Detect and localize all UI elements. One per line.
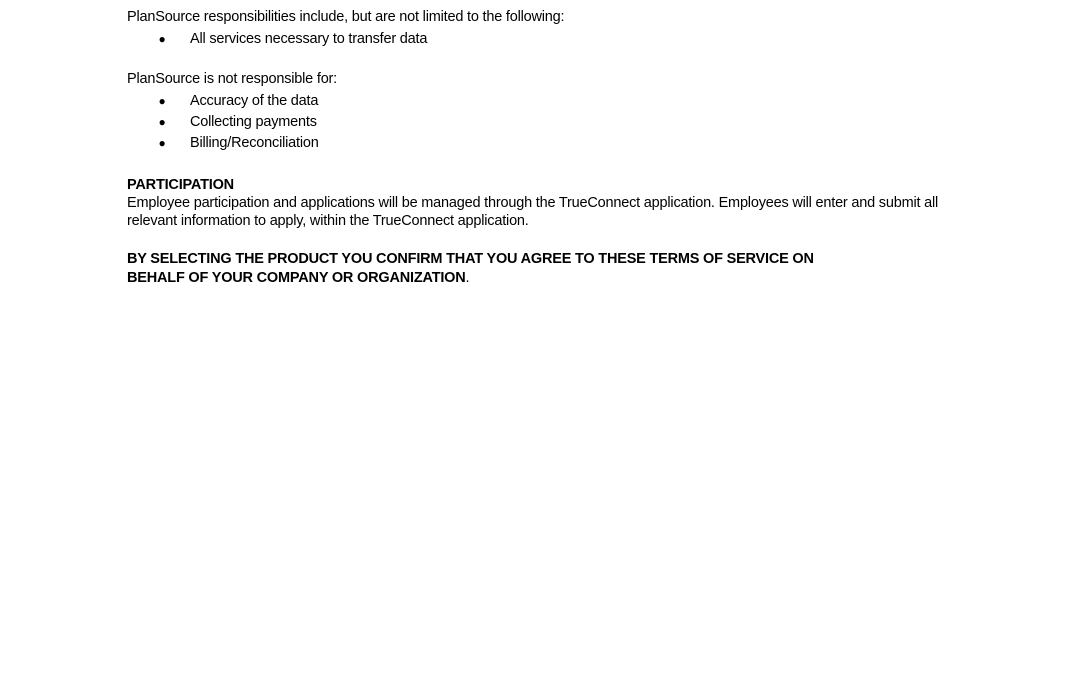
list-item-text: Billing/Reconciliation (190, 135, 319, 151)
responsibilities-intro: PlanSource responsibilities include, but are not limited to the following: (127, 9, 565, 25)
bullet-icon: ● (158, 136, 166, 150)
document-page (127, 8, 957, 288)
list-item-text: Collecting payments (190, 114, 317, 130)
terms-notice-line1: BY SELECTING THE PRODUCT YOU CONFIRM THAT YOU AGREE TO THESE TERMS OF SERVICE ON (127, 251, 814, 267)
responsibilities-list (127, 29, 957, 50)
terms-notice (127, 250, 957, 288)
participation-text: Employee participation and applications will be managed through the TrueConnect application. Employees will enter and submit all relevant information to apply, within the TrueConnect application. (127, 195, 939, 229)
not-responsible-intro: PlanSource is not responsible for: (127, 71, 338, 87)
terms-notice-line2: BEHALF OF YOUR COMPANY OR ORGANIZATION (127, 270, 466, 286)
terms-notice-period: . (465, 270, 470, 286)
bullet-icon: ● (158, 115, 166, 129)
list-item (127, 91, 957, 112)
bullet-icon: ● (158, 32, 166, 46)
not-responsible-list (127, 91, 957, 154)
participation-heading: PARTICIPATION (127, 177, 234, 193)
bullet-icon: ● (158, 94, 166, 108)
list-item (127, 29, 957, 50)
list-item-text: All services necessary to transfer data (190, 31, 428, 47)
list-item (127, 112, 957, 133)
list-item-text: Accuracy of the data (190, 93, 319, 109)
list-item (127, 133, 957, 154)
